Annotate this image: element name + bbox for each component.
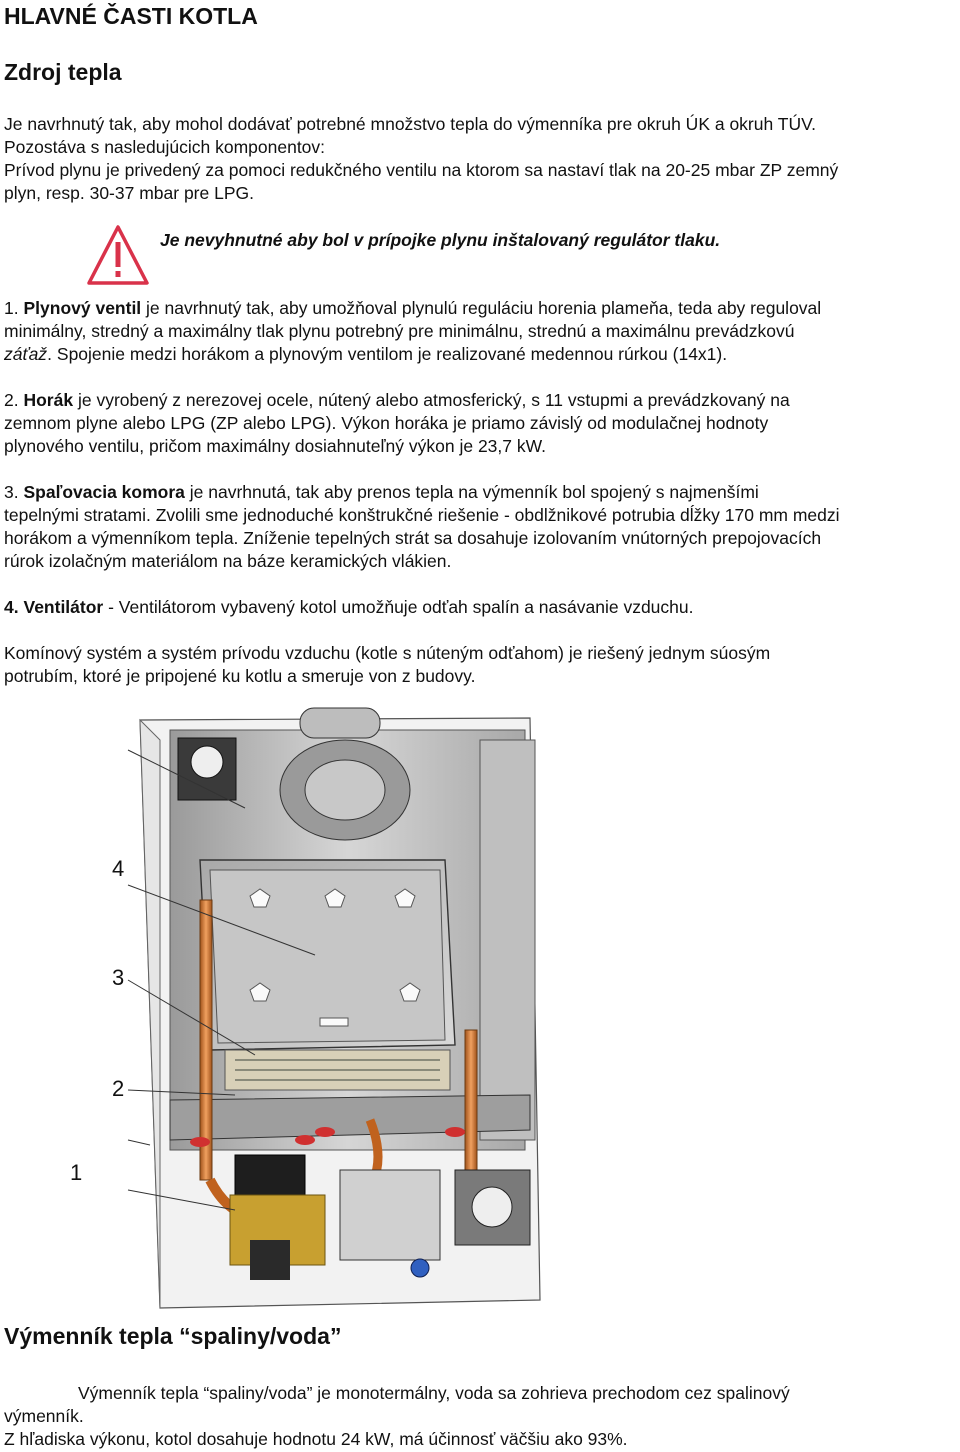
- intro-line: Je navrhnutý tak, aby mohol dodávať potrebné množstvo tepla do výmenníka pre okruh ÚK a okruh TÚV.: [4, 114, 817, 134]
- item-text: horákom a výmenníkom tepla. Zníženie tepelných strát sa dosahuje izolovaním vnútorných prepojovacích: [4, 528, 822, 548]
- intro-line: Prívod plynu je privedený za pomoci redukčného ventilu na ktorom sa nastaví tlak na 20-25 mbar ZP zemný: [4, 160, 839, 180]
- item-text: tepelnými stratami. Zvolili sme jednoduché konštrukčné riešenie - obdlžnikové potrubia dĺžky 170 mm medzi: [4, 505, 840, 525]
- item-text: je navrhnutý tak, aby umožňoval plynulú reguláciu horenia plameňa, teda aby reguloval: [141, 298, 822, 318]
- section-heading-exchanger: Výmenník tepla “spaliny/voda”: [4, 1323, 342, 1349]
- item-text: . Spojenie medzi horákom a plynovým ventilom je realizované medennou rúrkou (14x1).: [47, 344, 728, 364]
- item-term: Ventilátor: [23, 597, 104, 617]
- page-title: HLAVNÉ ČASTI KOTLA: [4, 3, 258, 29]
- item-term: Spaľovacia komora: [23, 482, 185, 502]
- item-number: 1.: [4, 298, 19, 318]
- item-text: - Ventilátorom vybavený kotol umožňuje odťah spalín a nasávanie vzduchu.: [103, 597, 694, 617]
- component-item-4: [4, 596, 958, 619]
- item-text: minimálny, stredný a maximálny tlak plynu potrebný pre minimálnu, strednú a maximálnu prevádzkovú: [4, 321, 795, 341]
- item-text: rúrok izolačným materiálom na báze keramických vlákien.: [4, 551, 452, 571]
- figure-label-1: 1: [70, 1160, 83, 1185]
- exchanger-paragraph: [4, 1382, 958, 1451]
- warning-text: Je nevyhnutné aby bol v prípojke plynu inštalovaný regulátor tlaku.: [160, 230, 721, 250]
- paragraph-line: výmenník.: [4, 1406, 84, 1426]
- boiler-cutaway-figure: [60, 700, 580, 1320]
- paragraph-line: Výmenník tepla “spaliny/voda” je monotermálny, voda sa zohrieva prechodom cez spalinový: [78, 1383, 790, 1403]
- section-heading-heat-source: Zdroj tepla: [4, 59, 122, 85]
- intro-paragraph: [4, 113, 958, 205]
- item-number: 3.: [4, 482, 19, 502]
- chimney-paragraph: [4, 642, 958, 688]
- paragraph-line: potrubím, ktoré je pripojené ku kotlu a smeruje von z budovy.: [4, 666, 476, 686]
- item-text: je vyrobený z nerezovej ocele, nútený alebo atmosferický, s 11 vstupmi a prevádzkovaný na: [73, 390, 790, 410]
- paragraph-line: Z hľadiska výkonu, kotol dosahuje hodnotu 24 kW, má účinnosť väčšiu ako 93%.: [4, 1429, 628, 1449]
- figure-label-4: 4: [112, 856, 125, 881]
- item-text: plynového ventilu, pričom maximálny dosiahnuteľný výkon je 23,7 kW.: [4, 436, 547, 456]
- component-item-1: [4, 297, 958, 366]
- boiler-illustration: [60, 700, 580, 1320]
- intro-line: Pozostáva s nasledujúcich komponentov:: [4, 137, 326, 157]
- item-text-italic: záťaž: [4, 344, 48, 364]
- item-text: zemnom plyne alebo LPG (ZP alebo LPG). Výkon horáka je priamo závislý od modulačnej hodnoty: [4, 413, 769, 433]
- warning-triangle-icon: [86, 224, 150, 286]
- intro-line: plyn, resp. 30-37 mbar pre LPG.: [4, 183, 254, 203]
- component-item-3: [4, 481, 958, 573]
- item-term: Plynový ventil: [23, 298, 142, 318]
- figure-label-2: 2: [112, 1076, 125, 1101]
- item-number: 4.: [4, 597, 19, 617]
- item-number: 2.: [4, 390, 19, 410]
- item-text: je navrhnutá, tak aby prenos tepla na výmenník bol spojený s najmenšími: [184, 482, 759, 502]
- warning-notice: [86, 224, 946, 292]
- component-item-2: [4, 389, 958, 458]
- figure-label-3: 3: [112, 965, 125, 990]
- item-term: Horák: [23, 390, 74, 410]
- paragraph-line: Komínový systém a systém prívodu vzduchu (kotle s núteným odťahom) je riešený jednym súosým: [4, 643, 771, 663]
